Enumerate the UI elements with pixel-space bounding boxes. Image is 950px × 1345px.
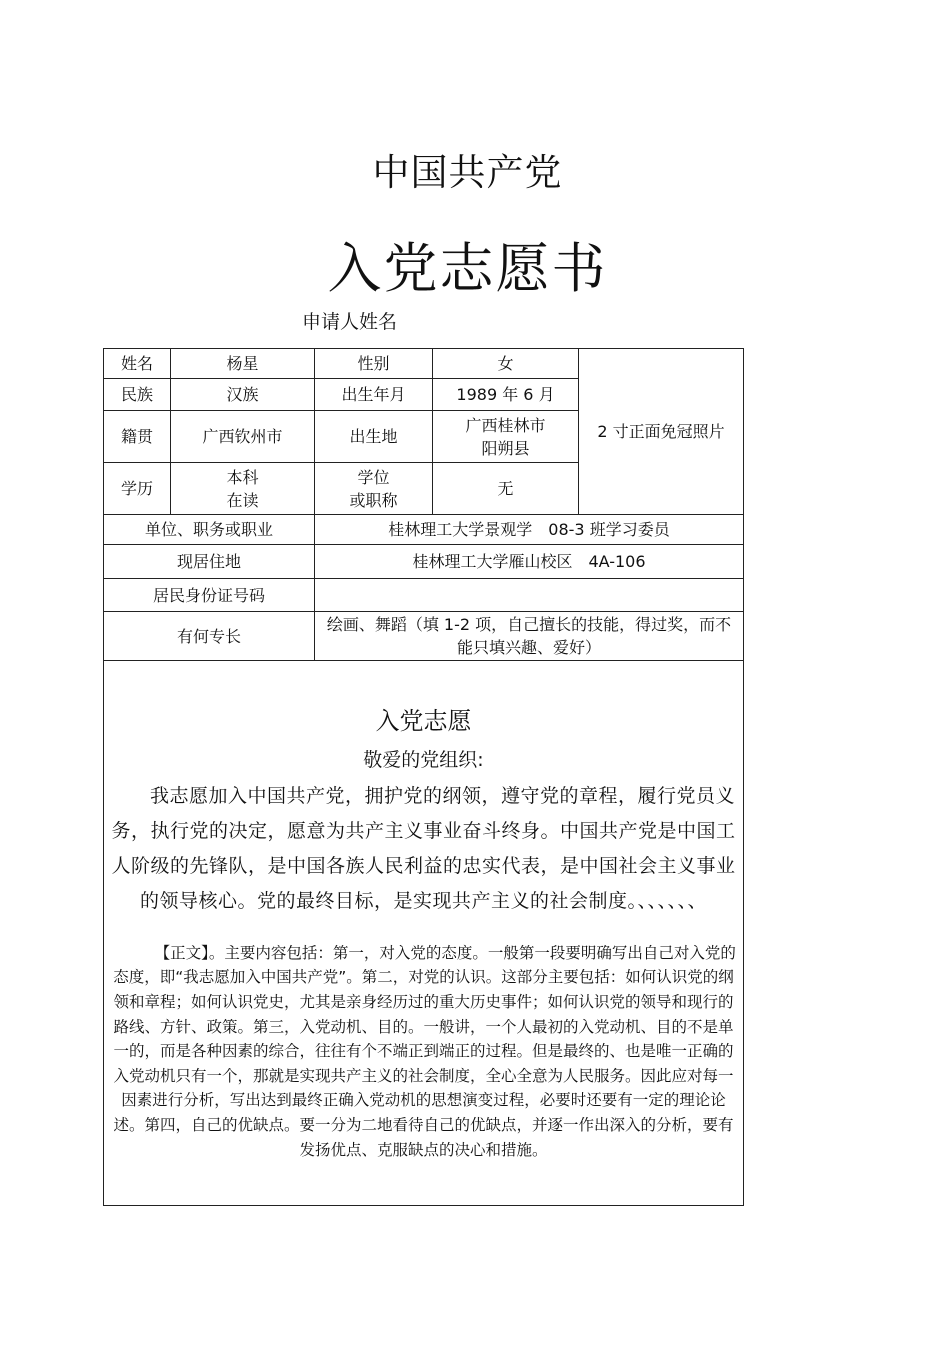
name-label: 姓名 [104,349,171,379]
residence-label: 现居住地 [104,545,315,579]
education-label: 学历 [104,463,171,515]
birthplace-value-line1: 广西桂林市 [465,415,546,435]
photo-placeholder: 2 寸正面免冠照片 [579,349,744,515]
name-value: 杨星 [171,349,315,379]
birthplace-value [433,411,579,463]
birthdate-value: 1989 年 6 月 [433,379,579,411]
residence-value: 桂林理工大学雁山校区 4A-106 [315,545,744,579]
essay-salutation: 敬爱的党组织: [363,748,484,771]
gender-label: 性别 [315,349,433,379]
employer-value: 桂林理工大学景观学 08-3 班学习委员 [315,515,744,545]
document-title-application: 入党志愿书 [327,237,608,300]
gender-value: 女 [433,349,579,379]
degree-label-line1: 学位 [357,467,390,487]
education-value [171,463,315,515]
document-title-party: 中国共产党 [372,151,563,194]
application-form-table [103,348,744,1206]
essay-paragraph: 我志愿加入中国共产党，拥护党的纲领，遵守党的章程，履行党员义务，执行党的决定，愿意为共产主义事业奋斗终身。中国共产党是中国工人阶级的先锋队，是中国各族人民利益的忠实代表，是中国社会主义事业的领导核心。党的最终目标，是实现共产主义的社会制度。、、、、、、 [111,784,736,912]
ethnicity-value: 汉族 [171,379,315,411]
education-value-line2: 在读 [226,490,259,510]
essay-guidance: 【正文】。主要内容包括：第一，对入党的态度。一般第一段要明确写出自己对入党的态度，即“我志愿加入中国共产党”。第二，对党的认识。这部分主要包括：如何认识党的纲领和章程；如何认识党史，尤其是亲身经历过的重大历史事件；如何认识党的领导和现行的路线、方针、政策。第三，入党动机、目的。一般讲，一个人最初的入党动机、目的不是单一的，而是各种因素的综合，往往有个不端正到端正的过程。但是最终的、也是唯一正确的入党动机只有一个，那就是实现共产主义的社会制度，全心全意为人民服务。因此应对每一因素进行分析，写出达到最终正确入党动机的思想演变过程，必要时还要有一定的理论论述。第四，自己的优缺点。要一分为二地看待自己的优缺点，并逐一作出深入的分析，要有发扬优点、克服缺点的决心和措施。 [113,943,736,1159]
employer-label: 单位、职务或职业 [104,515,315,545]
skills-value: 绘画、舞蹈（填 1-2 项，自己擅长的技能，得过奖，而不能只填兴趣、爱好） [315,612,744,661]
degree-label [315,463,433,515]
origin-label: 籍贯 [104,411,171,463]
applicant-name-label: 申请人姓名 [302,311,398,333]
origin-value: 广西钦州市 [171,411,315,463]
birthplace-label: 出生地 [315,411,433,463]
essay-title: 入党志愿 [375,706,472,735]
birthplace-value-line2: 阳朔县 [481,438,530,458]
ethnicity-label: 民族 [104,379,171,411]
id-number-label: 居民身份证号码 [104,579,315,612]
id-number-value[interactable] [315,579,744,612]
education-value-line1: 本科 [226,467,259,487]
degree-label-line2: 或职称 [349,490,398,510]
birthdate-label: 出生年月 [315,379,433,411]
skills-label: 有何专长 [104,612,315,661]
degree-value: 无 [433,463,579,515]
application-essay-cell [104,661,744,1206]
